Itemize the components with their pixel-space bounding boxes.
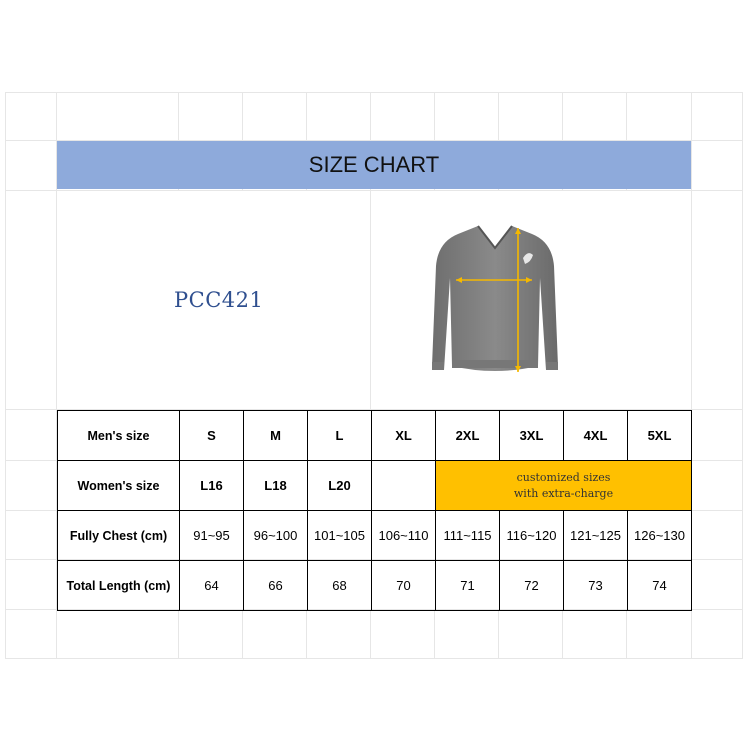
grid-line (306, 609, 307, 659)
row-label: Fully Chest (cm) (58, 511, 180, 561)
grid-line (5, 92, 6, 659)
measure-cell: 71 (436, 561, 500, 611)
size-cell: 3XL (500, 411, 564, 461)
measure-cell: 68 (308, 561, 372, 611)
measure-cell: 70 (372, 561, 436, 611)
size-cell: L18 (244, 461, 308, 511)
grid-line (5, 190, 743, 191)
customized-sizes-note (436, 461, 692, 511)
size-cell: M (244, 411, 308, 461)
size-cell: S (180, 411, 244, 461)
grid-line (626, 609, 627, 659)
size-chart-title-text: SIZE CHART (308, 152, 440, 177)
size-cell (372, 461, 436, 511)
measure-cell: 116~120 (500, 511, 564, 561)
measure-cell: 91~95 (180, 511, 244, 561)
measure-cell: 111~115 (436, 511, 500, 561)
grid-line (178, 609, 179, 659)
grid-line (370, 92, 371, 410)
size-cell: 2XL (436, 411, 500, 461)
grid-line (742, 92, 743, 659)
grid-line (5, 658, 743, 659)
product-code: PCC421 (174, 288, 264, 312)
size-cell: 4XL (564, 411, 628, 461)
size-cell: L20 (308, 461, 372, 511)
measure-cell: 66 (244, 561, 308, 611)
measure-cell: 72 (500, 561, 564, 611)
note-line: with extra-charge (513, 486, 614, 500)
size-cell: 5XL (628, 411, 692, 461)
chest-row (58, 511, 692, 561)
size-cell: XL (372, 411, 436, 461)
size-chart-title (57, 141, 691, 189)
length-row (58, 561, 692, 611)
row-label: Total Length (cm) (58, 561, 180, 611)
note-line: customized sizes (516, 470, 611, 484)
measure-cell: 64 (180, 561, 244, 611)
measure-cell: 106~110 (372, 511, 436, 561)
measure-cell: 73 (564, 561, 628, 611)
size-cell: L (308, 411, 372, 461)
measure-cell: 101~105 (308, 511, 372, 561)
grid-line (562, 609, 563, 659)
row-label: Women's size (58, 461, 180, 511)
size-table (57, 410, 692, 611)
measure-cell: 126~130 (628, 511, 692, 561)
grid-line (498, 609, 499, 659)
measure-cell: 74 (628, 561, 692, 611)
grid-line (370, 609, 371, 659)
size-cell: L16 (180, 461, 244, 511)
sweater-shape (432, 226, 558, 371)
womens-size-row (58, 461, 692, 511)
row-label: Men's size (58, 411, 180, 461)
grid-line (434, 609, 435, 659)
measure-cell: 96~100 (244, 511, 308, 561)
sweater-measurement-image (420, 216, 570, 384)
mens-size-row (58, 411, 692, 461)
grid-line (5, 92, 743, 93)
measure-cell: 121~125 (564, 511, 628, 561)
grid-line (242, 609, 243, 659)
